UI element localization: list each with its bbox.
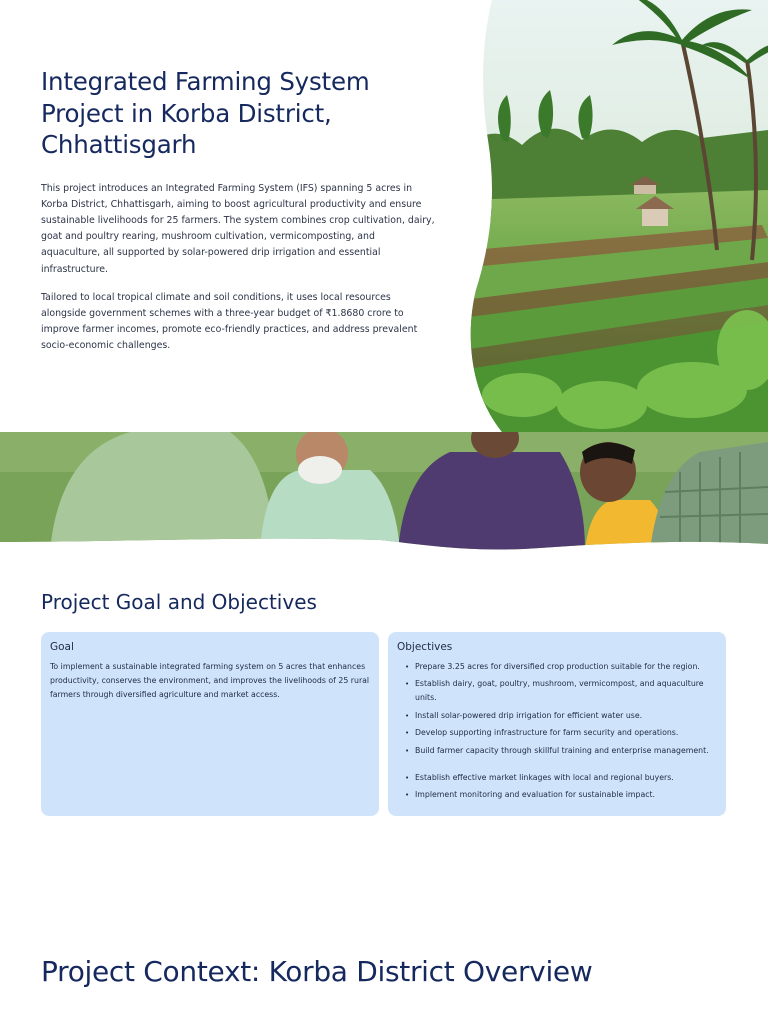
section-title-goals: Project Goal and Objectives	[41, 590, 317, 614]
goal-card	[41, 632, 379, 816]
objective-item: • Establish dairy, goat, poultry, mushroom, vermicompost, and aquaculture units.	[397, 677, 717, 705]
intro-paragraph-2: Tailored to local tropical climate and soil conditions, it uses local resources alongside government schemes with a three-year budget of ₹1.8680 crore to improve farmer incomes, promote eco-friendly practices, and address prevalent socio-economic challenges.	[41, 291, 418, 352]
page-title: Integrated Farming System Project in Korba District, Chhattisgarh	[41, 67, 370, 159]
farmers-group-photo	[0, 432, 768, 550]
goal-text: To implement a sustainable integrated farming system on 5 acres that enhances productivity, conserves the environment, and improves the livelihoods of 25 rural farmers through diversified agriculture and market access.	[50, 662, 370, 699]
farm-field-photo	[462, 0, 768, 432]
hero-text	[41, 66, 436, 355]
objective-item: • Prepare 3.25 acres for diversified crop production suitable for the region.	[397, 660, 717, 674]
objective-item: • Establish effective market linkages with local and regional buyers.	[397, 771, 717, 785]
goal-heading: Goal	[50, 641, 74, 653]
section-title-context: Project Context: Korba District Overview	[41, 955, 593, 988]
objective-item: • Build farmer capacity through skillful training and enterprise management.	[397, 744, 717, 758]
objective-item: • Install solar-powered drip irrigation for efficient water use.	[397, 709, 717, 723]
objective-item: • Develop supporting infrastructure for farm security and operations.	[397, 726, 717, 740]
hero-section	[0, 0, 768, 432]
objectives-list	[397, 660, 717, 802]
objective-item: • Implement monitoring and evaluation for sustainable impact.	[397, 788, 717, 802]
intro-paragraph-1: This project introduces an Integrated Farming System (IFS) spanning 5 acres in Korba District, Chhattisgarh, aiming to boost agricultural productivity and ensure sustainable livelihoods for 25 farmers. The system combines crop cultivation, dairy, goat and poultry rearing, mushroom cultivation, vermicomposting, and aquaculture, all supported by solar-powered drip irrigation and essential infrastructure.	[41, 182, 435, 275]
objectives-card	[388, 632, 726, 816]
objectives-heading: Objectives	[397, 641, 453, 653]
